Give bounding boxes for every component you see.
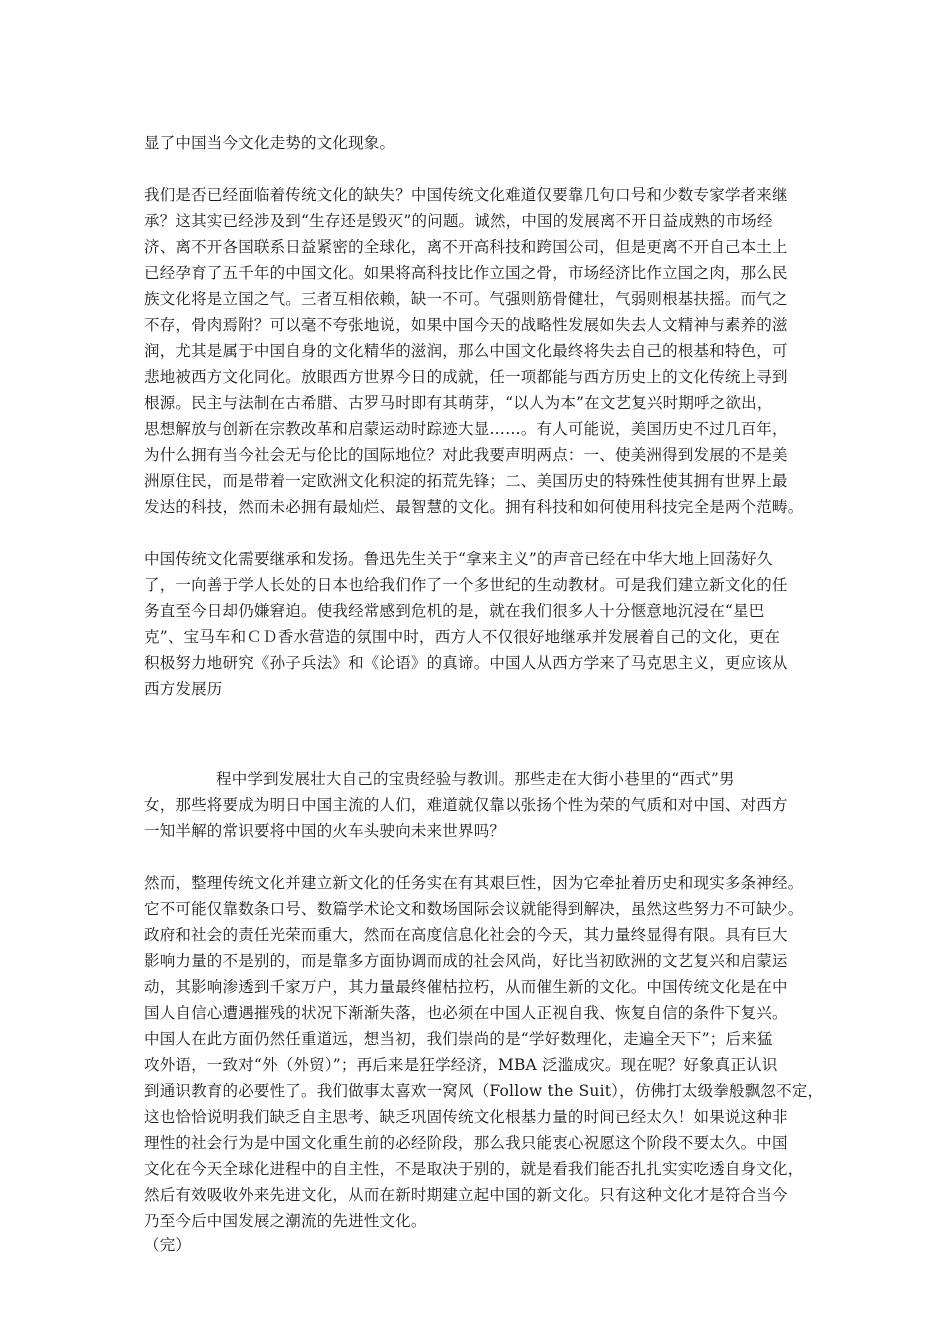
text-line: 然而，整理传统文化并建立新文化的任务实在有其艰巨性，因为它牵扯着历史和现实多条神经。 [144, 874, 804, 892]
text-line: 文化在今天全球化进程中的自主性，不是取决于别的，就是看我们能否扎扎实实吃透自身文化， [144, 1160, 804, 1178]
text-line: 国人自信心遭遇摧残的状况下渐渐失落，也必须在中国人正视自我、恢复自信的条件下复兴。 [144, 1004, 788, 1022]
text-line: 中国传统文化需要继承和发扬。鲁迅先生关于“拿来主义”的声音已经在中华大地上回荡好久 [144, 550, 773, 568]
text-line: 它不可能仅靠数条口号、数篇学术论文和数场国际会议就能得到解决，虽然这些努力不可缺少。 [144, 900, 804, 918]
text-line: 务直至今日却仍嫌窘迫。使我经常感到危机的是，就在我们很多人十分惬意地沉浸在“星巴 [144, 602, 765, 620]
text-line: 发达的科技，然而未必拥有最灿烂、最智慧的文化。拥有科技和如何使用科技完全是两个范畴。 [144, 498, 804, 516]
text-line: 攻外语，一致对“外（外贸）”；再后来是狂学经济，MBA 泛滥成灾。现在呢？好象真正认识 [144, 1056, 778, 1074]
text-line: 润，尤其是属于中国自身的文化精华的滋润，那么中国文化最终将失去自己的根基和特色，可 [144, 342, 788, 360]
text-line: 理性的社会行为是中国文化重生前的必经阶段，那么我只能衷心祝愿这个阶段不要太久。中国 [144, 1134, 788, 1152]
text-line: 悲地被西方文化同化。放眼西方世界今日的成就，任一项都能与西方历史上的文化传统上寻到 [144, 368, 788, 386]
text-line: 济、离不开各国联系日益紧密的全球化，离不开高科技和跨国公司，但是更离不开自己本土上 [144, 238, 788, 256]
text-line: 根源。民主与法制在古希腊、古罗马时即有其萌芽，“以人为本”在文艺复兴时期呼之欲出， [144, 394, 773, 412]
text-line: 不存，骨肉焉附？可以毫不夸张地说，如果中国今天的战略性发展如失去人文精神与素养的滋 [144, 316, 788, 334]
text-line: 承？这其实已经涉及到“生存还是毁灭”的问题。诚然，中国的发展离不开日益成熟的市场经 [144, 212, 773, 230]
text-line: 这也恰恰说明我们缺乏自主思考、缺乏巩固传统文化根基力量的时间已经太久！如果说这种非 [144, 1108, 788, 1126]
text-line: 我们是否已经面临着传统文化的缺失？中国传统文化难道仅要靠几句口号和少数专家学者来继 [144, 186, 788, 204]
text-line: 影响力量的不是别的，而是靠多方面协调而成的社会风尚，好比当初欧洲的文艺复兴和启蒙运 [144, 952, 788, 970]
text-line: 政府和社会的责任光荣而重大，然而在高度信息化社会的今天，其力量终显得有限。具有巨大 [144, 926, 788, 944]
text-line: 显了中国当今文化走势的文化现象。 [144, 134, 396, 152]
text-line: 中国人在此方面仍然任重道远，想当初，我们崇尚的是“学好数理化，走遍全天下”；后来猛 [144, 1030, 773, 1048]
text-line: 族文化将是立国之气。三者互相依赖，缺一不可。气强则筋骨健壮，气弱则根基扶摇。而气之 [144, 290, 788, 308]
text-line: 乃至今后中国发展之潮流的先进性文化。 [144, 1212, 427, 1230]
text-line: 然后有效吸收外来先进文化，从而在新时期建立起中国的新文化。只有这种文化才是符合当今 [144, 1186, 788, 1204]
text-line: 克”、宝马车和ＣＤ香水营造的氛围中时，西方人不仅很好地继承并发展着自己的文化，更在 [144, 628, 781, 646]
text-line: 动，其影响渗透到千家万户，其力量最终催枯拉朽，从而催生新的文化。中国传统文化是在中 [144, 978, 788, 996]
text-line: 程中学到发展壮大自己的宝贵经验与教训。那些走在大街小巷里的“西式”男 [216, 770, 735, 788]
text-line: 到通识教育的必要性了。我们做事太喜欢一窝风（Follow the Suit），仿佛打太级拳般飘忽不定， [144, 1082, 824, 1100]
text-line: 为什么拥有当今社会无与伦比的国际地位？对此我要声明两点：一、使美洲得到发展的不是美 [144, 446, 788, 464]
text-line: 已经孕育了五千年的中国文化。如果将高科技比作立国之骨，市场经济比作立国之肉，那么民 [144, 264, 788, 282]
text-line: 思想解放与创新在宗教改革和启蒙运动时踪迹大显……。有人可能说，美国历史不过几百年， [144, 420, 788, 438]
text-line: 洲原住民，而是带着一定欧洲文化积淀的拓荒先锋；二、美国历史的特殊性使其拥有世界上最 [144, 472, 788, 490]
text-line: 女，那些将要成为明日中国主流的人们，难道就仅靠以张扬个性为荣的气质和对中国、对西方 [144, 796, 788, 814]
text-line: 西方发展历 [144, 680, 223, 698]
text-line: 一知半解的常识要将中国的火车头驶向未来世界吗？ [144, 822, 506, 840]
text-line: 积极努力地研究《孙子兵法》和《论语》的真谛。中国人从西方学来了马克思主义，更应该从 [144, 654, 788, 672]
text-line: 了，一向善于学人长处的日本也给我们作了一个多世纪的生动教材。可是我们建立新文化的任 [144, 576, 788, 594]
end-mark: （完） [144, 1236, 192, 1254]
